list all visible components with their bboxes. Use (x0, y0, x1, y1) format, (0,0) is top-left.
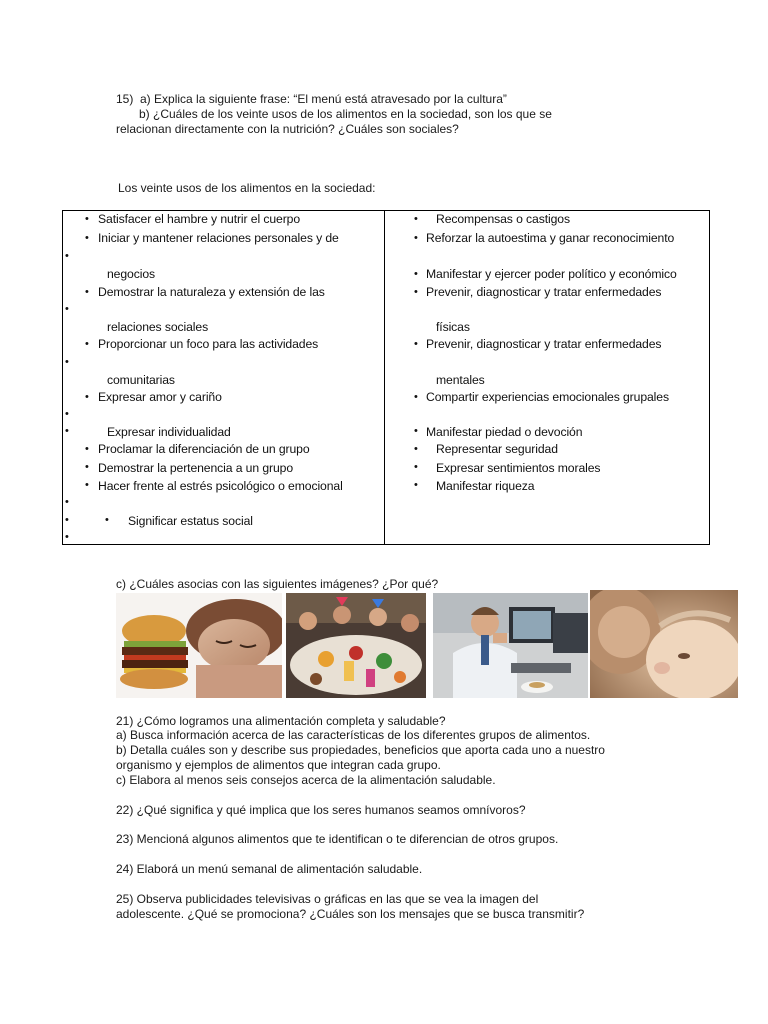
use-item: Expresar sentimientos morales (436, 461, 601, 475)
bullet: • (65, 496, 69, 508)
bullet: • (414, 391, 418, 403)
question-25-line-2: adolescente. ¿Qué se promociona? ¿Cuáles son los mensajes que se busca transmitir? (116, 907, 585, 921)
baby-feeding-photo (590, 590, 738, 698)
question-21-a: a) Busca información acerca de las características de los diferentes grupos de alimentos. (116, 728, 591, 742)
use-item: negocios (107, 267, 155, 281)
burger-girl-photo (116, 593, 282, 698)
bullet: • (85, 286, 89, 298)
party-photo (286, 593, 426, 698)
use-item: Proporcionar un foco para las actividades (98, 337, 319, 351)
use-item: comunitarias (107, 373, 175, 387)
use-item: Recompensas o castigos (436, 212, 570, 226)
use-item: relaciones sociales (107, 320, 209, 334)
question-22: 22) ¿Qué significa y qué implica que los seres humanos seamos omnívoros? (116, 803, 526, 817)
use-item: Hacer frente al estrés psicológico o emocional (98, 479, 343, 493)
use-item: mentales (436, 373, 485, 387)
bullet: • (65, 531, 69, 543)
use-item: Expresar individualidad (107, 425, 231, 439)
question-24: 24) Elaborá un menú semanal de alimentación saludable. (116, 862, 423, 876)
bullet: • (85, 213, 89, 225)
bullet: • (414, 213, 418, 225)
bullet: • (414, 286, 418, 298)
table-divider (384, 211, 385, 544)
use-item: Manifestar piedad o devoción (426, 425, 583, 439)
use-item: Compartir experiencias emocionales grupales (426, 390, 669, 404)
bullet: • (65, 408, 69, 420)
table-intro: Los veinte usos de los alimentos en la sociedad: (118, 181, 376, 195)
use-item: Manifestar y ejercer poder político y económico (426, 267, 677, 281)
question-23: 23) Mencioná algunos alimentos que te identifican o te diferencian de otros grupos. (116, 832, 559, 846)
office-worker-photo (433, 593, 588, 698)
bullet: • (414, 232, 418, 244)
use-item: Prevenir, diagnosticar y tratar enfermedades (426, 285, 662, 299)
bullet: • (85, 443, 89, 455)
use-item: Prevenir, diagnosticar y tratar enfermedades (426, 337, 662, 351)
bullet: • (414, 268, 418, 280)
bullet: • (65, 250, 69, 262)
question-15-line-3: relacionan directamente con la nutrición? ¿Cuáles son sociales? (116, 122, 459, 136)
bullet: • (65, 356, 69, 368)
use-item: Proclamar la diferenciación de un grupo (98, 442, 310, 456)
use-item: Representar seguridad (436, 442, 558, 456)
question-15-line-2: b) ¿Cuáles de los veinte usos de los alimentos en la sociedad, son los que se (139, 107, 552, 121)
question-21-c: c) Elabora al menos seis consejos acerca de la alimentación saludable. (116, 773, 496, 787)
bullet: • (85, 391, 89, 403)
use-item: Iniciar y mantener relaciones personales y de (98, 231, 339, 245)
bullet: • (414, 461, 418, 473)
bullet: • (65, 425, 69, 437)
question-21-b-cont: organismo y ejemplos de alimentos que integran cada grupo. (116, 758, 441, 772)
bullet: • (85, 232, 89, 244)
use-item: Expresar amor y cariño (98, 390, 222, 404)
question-25-line-1: 25) Observa publicidades televisivas o gráficas en las que se vea la imagen del (116, 892, 539, 906)
use-item: Manifestar riqueza (436, 479, 535, 493)
question-c: c) ¿Cuáles asocias con las siguientes imágenes? ¿Por qué? (116, 577, 439, 591)
use-item: físicas (436, 320, 470, 334)
use-item: Demostrar la pertenencia a un grupo (98, 461, 293, 475)
bullet: • (65, 303, 69, 315)
uses-table (62, 210, 710, 545)
use-item: Demostrar la naturaleza y extensión de las (98, 285, 325, 299)
bullet: • (414, 443, 418, 455)
bullet: • (414, 425, 418, 437)
use-item: Significar estatus social (128, 514, 253, 528)
use-item: Reforzar la autoestima y ganar reconocimiento (426, 231, 675, 245)
bullet: • (85, 461, 89, 473)
bullet: • (414, 479, 418, 491)
question-21-b: b) Detalla cuáles son y describe sus propiedades, beneficios que aporta cada uno a nuestro (116, 743, 605, 757)
use-item: Satisfacer el hambre y nutrir el cuerpo (98, 212, 301, 226)
bullet: • (85, 338, 89, 350)
question-15-line-1: 15) a) Explica la siguiente frase: “El menú está atravesado por la cultura” (116, 92, 507, 106)
bullet: • (414, 338, 418, 350)
bullet: • (105, 514, 109, 526)
bullet: • (85, 479, 89, 491)
bullet: • (65, 514, 69, 526)
question-21-title: 21) ¿Cómo logramos una alimentación completa y saludable? (116, 714, 446, 728)
